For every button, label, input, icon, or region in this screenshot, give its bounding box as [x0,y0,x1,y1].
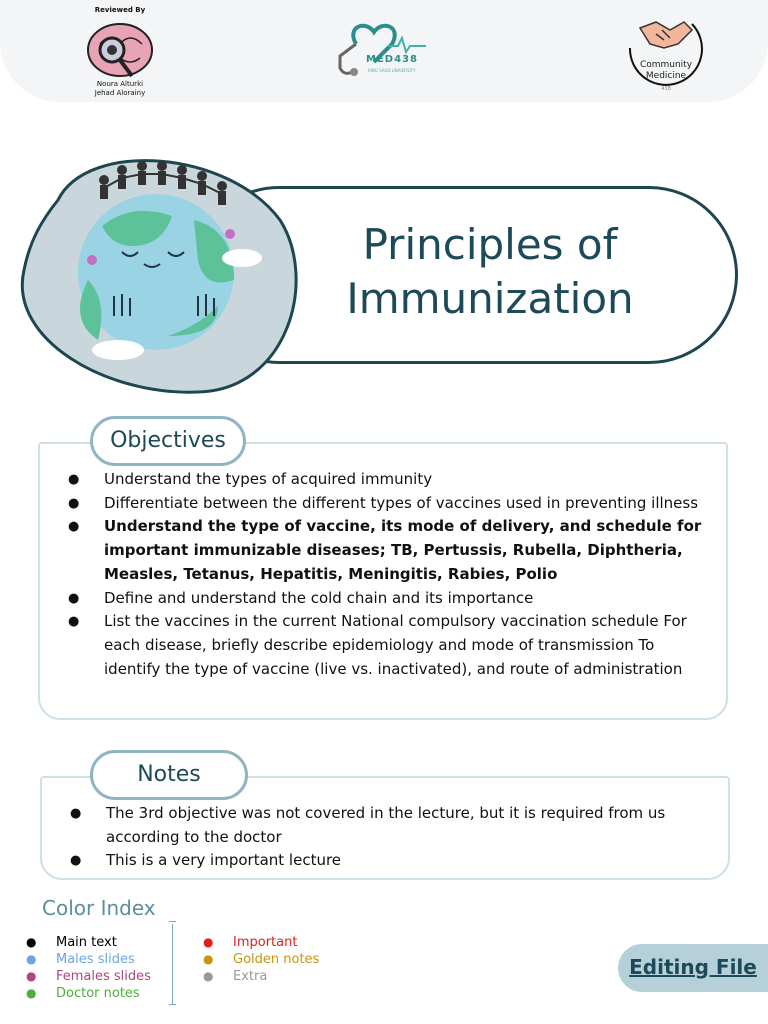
bullet-icon: ● [68,590,80,606]
color-index-row [203,951,319,968]
note-text: This is a very important lecture [106,851,342,870]
note-item [70,849,710,873]
bullet-icon: ● [70,853,82,869]
objective-item [68,492,708,516]
color-index-label: Extra [233,969,268,984]
cm-number: 438 [661,86,671,92]
objective-item [68,610,708,681]
community-medicine-text [620,60,712,82]
objective-text: Differentiate between the different types of vaccines used in preventing illness [104,493,699,512]
bullet-icon: ● [26,935,37,949]
reviewer-names [78,80,162,98]
bullet-icon: ● [26,952,37,966]
bullet-icon: ● [203,969,214,983]
earth-people-icon [18,140,308,400]
color-index-row [203,968,319,985]
community-medicine-logo [620,8,712,98]
color-index-label: Golden notes [233,952,320,967]
objective-text: Define and understand the cold chain and its importance [104,588,534,607]
color-index-title: Color Index [42,896,156,920]
color-index-label: Females slides [56,969,151,984]
bullet-icon: ● [68,495,80,511]
color-index-left [26,934,151,1002]
bullet-icon: ● [68,519,80,535]
notes-list [70,802,710,873]
color-index-row [203,934,319,951]
bullet-icon: ● [68,614,80,630]
color-index-label: Main text [56,935,117,950]
bullet-icon: ● [26,986,37,1000]
notes-label: Notes [90,750,248,800]
color-index-divider [172,924,173,1004]
color-index-row [26,934,151,951]
objectives-label: Objectives [90,416,246,466]
bullet-icon: ● [68,472,80,487]
title-line-2: Immunization [346,274,634,323]
color-index-label: Doctor notes [56,986,140,1001]
note-item [70,802,710,849]
brain-icon [78,14,162,84]
color-index-row [26,968,151,985]
cm-line1: Community [639,60,693,70]
page-title [300,218,680,326]
med438-text: MED438 [366,54,418,65]
color-index-row [26,985,151,1002]
globe-illustration [18,140,308,400]
med438-logo [326,16,436,86]
cm-line2: Medicine [645,71,687,81]
bullet-icon: ● [70,806,82,821]
objective-text: Understand the type of vaccine, its mode of delivery, and schedule for important immunizable diseases; TB, Pertussis, Rubella, Diphtheria, Measles, Tetanus, Hepatitis, Meningitis, Rabies, Polio [104,517,702,583]
objective-item [68,468,708,492]
color-index-label: Males slides [56,952,135,967]
reviewer-name-2: Jehad Alorainy [94,89,146,97]
color-index-right [203,934,319,985]
objective-text: List the vaccines in the current National compulsory vaccination schedule For each disease, briefly describe epidemiology and mode of transmission To identify the type of vaccine (live vs. inactivated), and route of administration [104,612,687,678]
bullet-icon: ● [26,969,37,983]
handshake-icon [620,8,712,98]
stethoscope-heart-icon [326,16,436,86]
objective-text: Understand the types of acquired immunity [104,470,433,488]
note-text: The 3rd objective was not covered in the lecture, but it is required from us according to the doctor [106,804,666,846]
reviewed-by-logo [78,6,162,96]
bullet-icon: ● [203,952,214,966]
bullet-icon: ● [203,935,214,949]
color-index-row [26,951,151,968]
med438-subtext: KING SAUD UNIVERSITY [368,68,416,73]
editing-file-link[interactable]: Editing File [618,944,768,992]
objectives-list [68,468,708,681]
reviewed-by-label: Reviewed By [94,6,146,14]
objective-item [68,515,708,586]
color-index-label: Important [233,935,298,950]
title-line-1: Principles of [362,220,618,269]
objective-item [68,587,708,611]
reviewer-name-1: Noura Alturki [96,80,144,88]
